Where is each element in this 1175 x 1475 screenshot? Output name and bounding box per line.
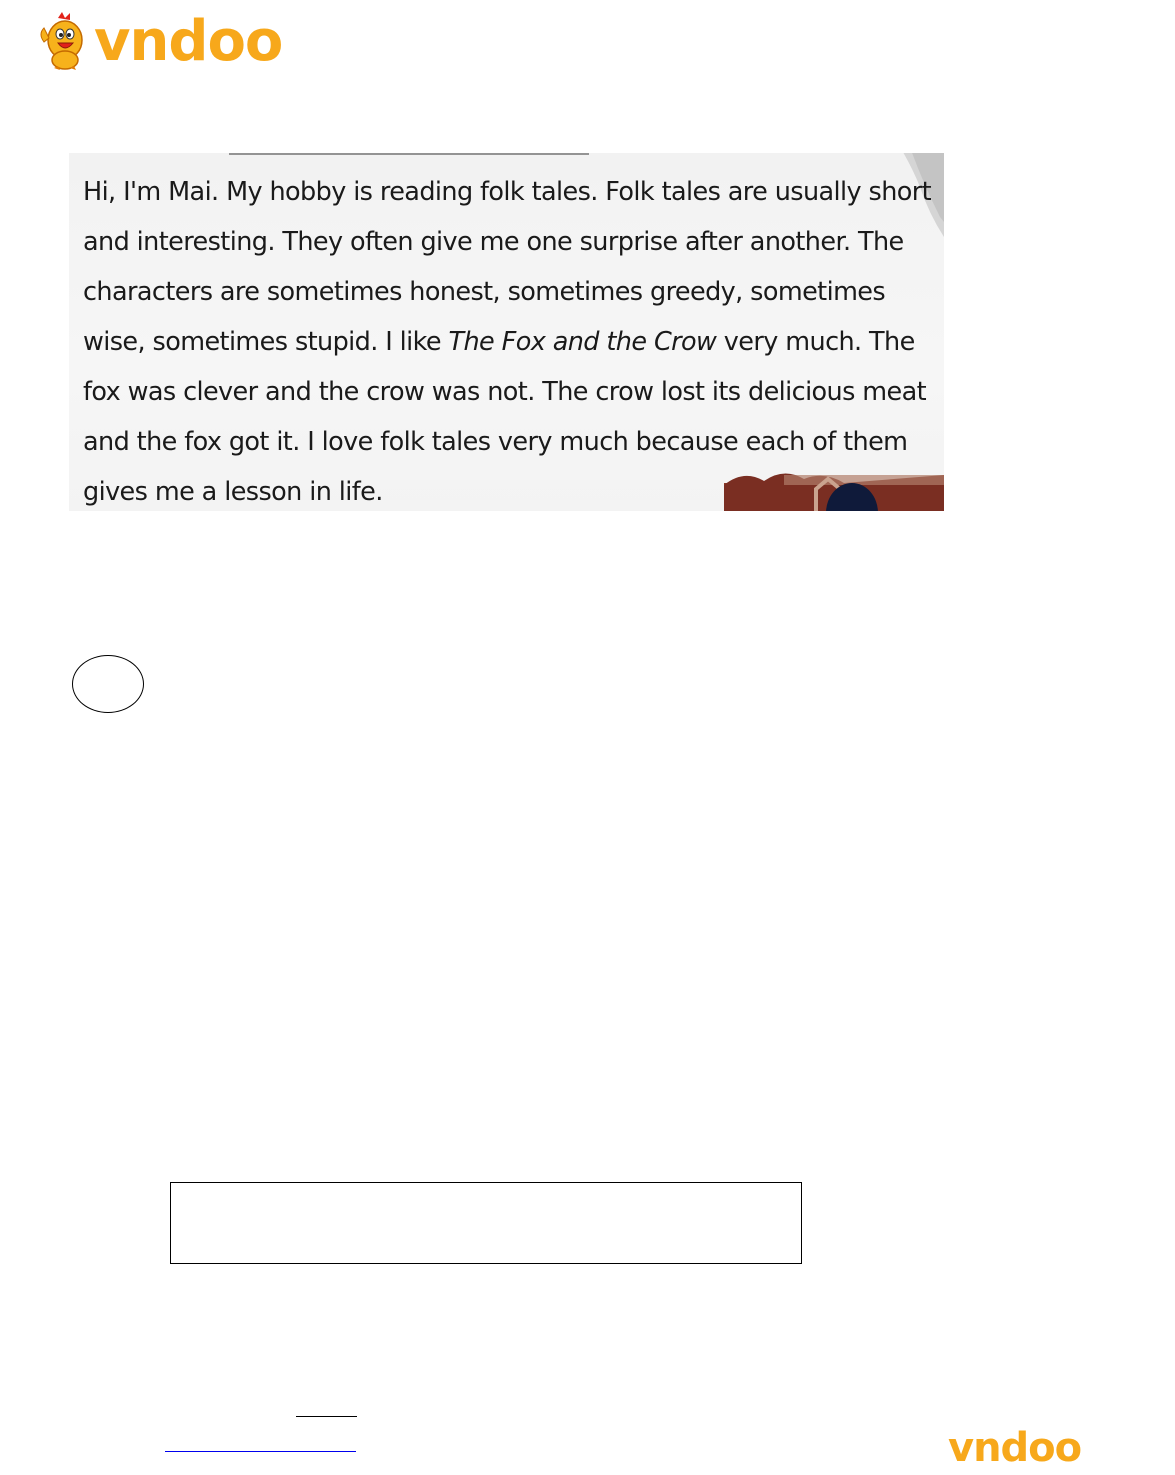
- chick-mascot-icon: [36, 12, 92, 72]
- story-title: The Fox and the Crow: [448, 327, 717, 357]
- header-logo: [36, 9, 283, 74]
- footer-logo: [948, 1425, 1082, 1471]
- underline-mark: [296, 1416, 357, 1417]
- answer-box: [170, 1182, 802, 1264]
- logo-wordmark: vndoo: [94, 9, 283, 74]
- passage-text-start: Hi, I'm Mai. My hobby is reading folk tales. Folk tales are usually short and interesting. They often give me one surprise after another. The characters are sometimes honest, sometimes greedy, sometimes wise, sometimes stupid. I like: [83, 177, 932, 357]
- footer-logo-wordmark: vndoo: [948, 1425, 1082, 1471]
- passage-text: [83, 167, 941, 511]
- scan-edge-line: [229, 153, 589, 155]
- textbook-passage-image: [69, 153, 944, 511]
- link-underline[interactable]: [165, 1451, 356, 1452]
- exercise-number-circle: [72, 655, 144, 713]
- passage-text-end: very much. The fox was clever and the crow was not. The crow lost its delicious meat and the fox got it. I love folk tales very much because each of them gives me a lesson in life.: [83, 327, 927, 507]
